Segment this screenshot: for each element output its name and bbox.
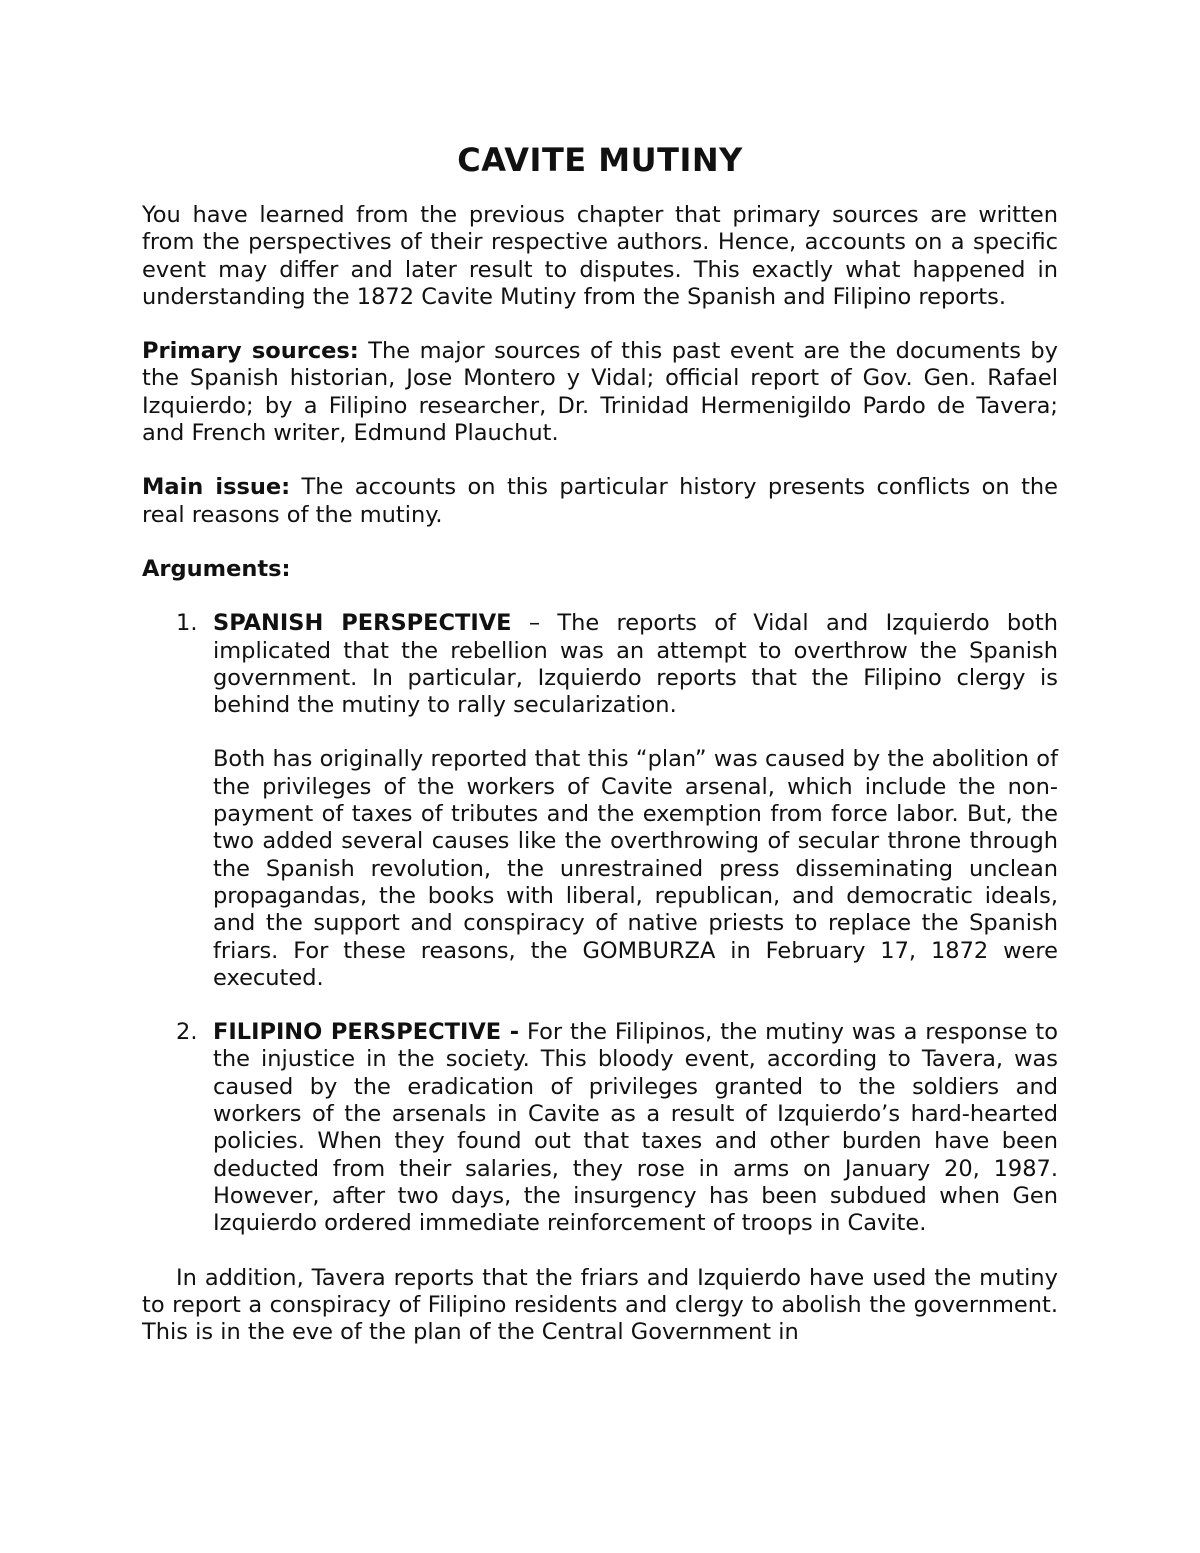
primary-sources-label: Primary sources: xyxy=(142,338,359,365)
intro-paragraph: You have learned from the previous chapter that primary sources are written from the perspectives of their respective authors. Hence, accounts on a specific event may differ and later result to disputes. This exactly what happened in understanding the 1872 Cavite Mutiny from the Spanish and Filipino reports. xyxy=(142,202,1058,310)
closing-paragraph: In addition, Tavera reports that the friars and Izquierdo have used the mutiny to report a conspiracy of Filipino residents and clergy to abolish the government. This is in the eve of the plan of the Central Government in xyxy=(142,1264,1058,1346)
document-page xyxy=(142,138,1058,1346)
argument-item-spanish xyxy=(142,610,1058,992)
argument-extra-paragraph: Both has originally reported that this “plan” was caused by the abolition of the privileges of the workers of Cavite arsenal, which include the non-payment of taxes of tributes and the exemption from force labor. But, the two added several causes like the overthrowing of secular throne through the Spanish revolution, the unrestrained press disseminating unclean propagandas, the books with liberal, republican, and democratic ideals, and the support and conspiracy of native priests to replace the Spanish friars. For these reasons, the GOMBURZA in February 17, 1872 were executed. xyxy=(213,746,1058,991)
argument-text xyxy=(213,610,1058,719)
arguments-heading: Arguments: xyxy=(142,555,291,582)
primary-sources-text: The major sources of this past event are the documents by the Spanish historian, Jose Montero y Vidal; official report of Gov. Gen. Rafael Izquierdo; by a Filipino researcher, Dr. Trinidad Hermenigildo Pardo de Tavera; and French writer, Edmund Plauchut. xyxy=(142,338,1058,447)
arguments-list xyxy=(142,610,1058,1237)
main-issue-paragraph xyxy=(142,474,1058,529)
document-title: CAVITE MUTINY xyxy=(457,141,743,179)
argument-item-filipino xyxy=(142,1019,1058,1237)
primary-sources-paragraph xyxy=(142,338,1058,447)
main-issue-text: The accounts on this particular history presents conflicts on the real reasons of the mutiny. xyxy=(142,474,1058,528)
argument-label: FILIPINO PERSPECTIVE - xyxy=(213,1019,520,1046)
argument-body: For the Filipinos, the mutiny was a response to the injustice in the society. This bloody event, according to Tavera, was caused by the eradication of privileges granted to the soldiers and workers of the arsenals in Cavite as a result of Izquierdo’s hard-hearted policies. When they found out that taxes and other burden have been deducted from their salaries, they rose in arms on January 20, 1987. However, after two days, the insurgency has been subdued when Gen Izquierdo ordered immediate reinforcement of troops in Cavite. xyxy=(213,1019,1058,1237)
argument-body: – The reports of Vidal and Izquierdo both implicated that the rebellion was an attempt to overthrow the Spanish government. In particular, Izquierdo reports that the Filipino clergy is behind the mutiny to rally secularization. xyxy=(213,610,1059,719)
main-issue-label: Main issue: xyxy=(142,474,291,501)
argument-text xyxy=(213,1019,1058,1237)
argument-number: 1. xyxy=(176,610,198,637)
argument-label: SPANISH PERSPECTIVE xyxy=(213,610,512,637)
argument-number: 2. xyxy=(176,1019,198,1046)
